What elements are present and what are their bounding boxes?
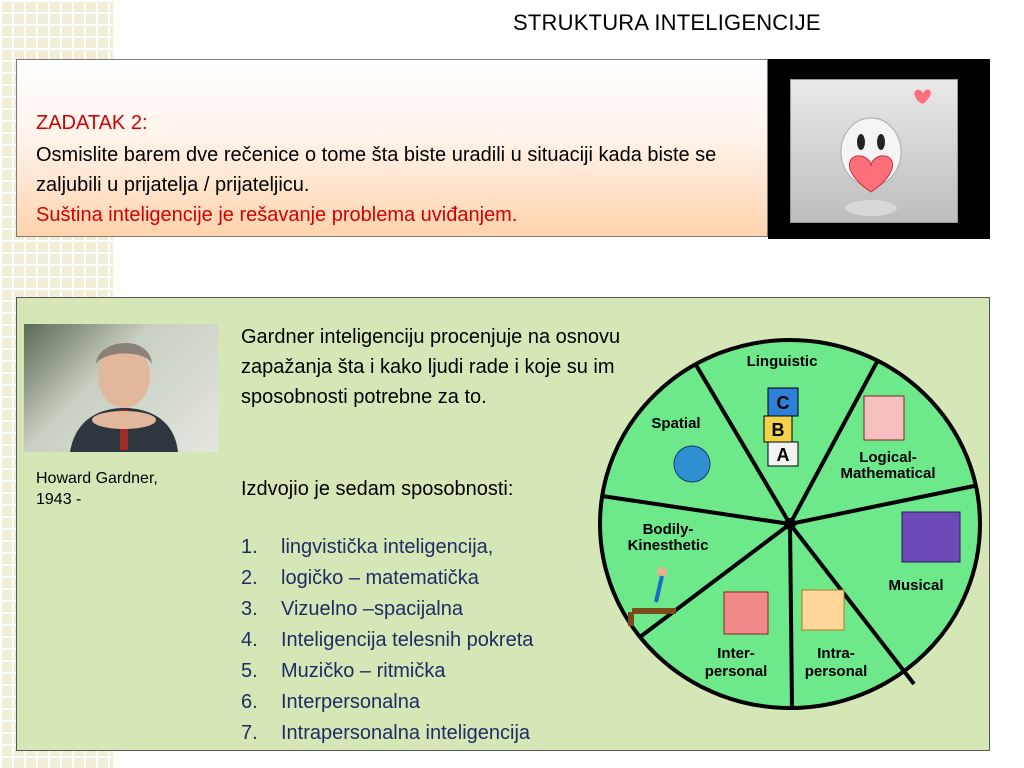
love-image-panel [768,59,990,239]
head-arrows-icon [802,590,844,630]
task-text: Osmislite barem dve rečenice o tome šta biste uradili u situaciji kada biste se zaljubili u prijatelja / prijateljicu. [36,144,717,196]
photo-caption [36,468,158,510]
intelligences-wheel [596,336,986,716]
svg-text:C: C [776,393,790,413]
wheel-label: Inter- [717,645,755,662]
gardner-photo [24,324,218,452]
essence-statement: Suština inteligencije je rešavanje problema uviđanjem. [36,204,518,226]
gardner-intro: Gardner inteligenciju procenjuje na osnovu zapažanja šta i kako ljudi rade i koje su im sposobnosti potrebne za to. [241,326,621,408]
wheel-label: Bodily- [642,521,694,538]
wheel-label: Intra- [817,645,855,662]
list-item: 6. Interpersonalna [241,691,420,713]
two-faces-icon [724,592,768,634]
list-item: 5. Muzičko – ritmička [241,660,446,682]
wheel-label: Musical [888,577,944,594]
list-item: 3. Vizuelno –spacijalna [241,598,463,620]
slide-title: STRUKTURA INTELIGENCIJE [513,10,821,35]
cartoon-heart-image [790,79,958,223]
list-item: 4. Inteligencija telesnih pokreta [241,629,534,651]
list-item: 1. lingvistička inteligencija, [241,536,494,558]
wheel-label: Spatial [651,415,701,432]
wheel-label: Linguistic [746,353,818,370]
abilities-lead: Izdvojio je sedam sposobnosti: [241,478,514,500]
wheel-label: personal [704,663,768,680]
abilities-list [241,536,533,753]
wheel-label: Mathematical [840,465,936,482]
wheel-label: personal [804,663,868,680]
wheel-label: Logical- [859,449,917,466]
caption-name: Howard Gardner, [36,470,158,487]
svg-text:A: A [776,445,790,465]
task-label: ZADATAK 2: [36,112,148,134]
treble-clef-icon [902,512,960,562]
svg-text:B: B [771,420,785,440]
numbers-grid-icon [864,396,904,440]
caption-year: 1943 - [36,491,82,508]
list-item: 7. Intrapersonalna inteligencija [241,722,531,744]
globe-icon [674,446,710,482]
list-item: 2. logičko – matematička [241,567,479,589]
wheel-label: Kinesthetic [627,537,709,554]
